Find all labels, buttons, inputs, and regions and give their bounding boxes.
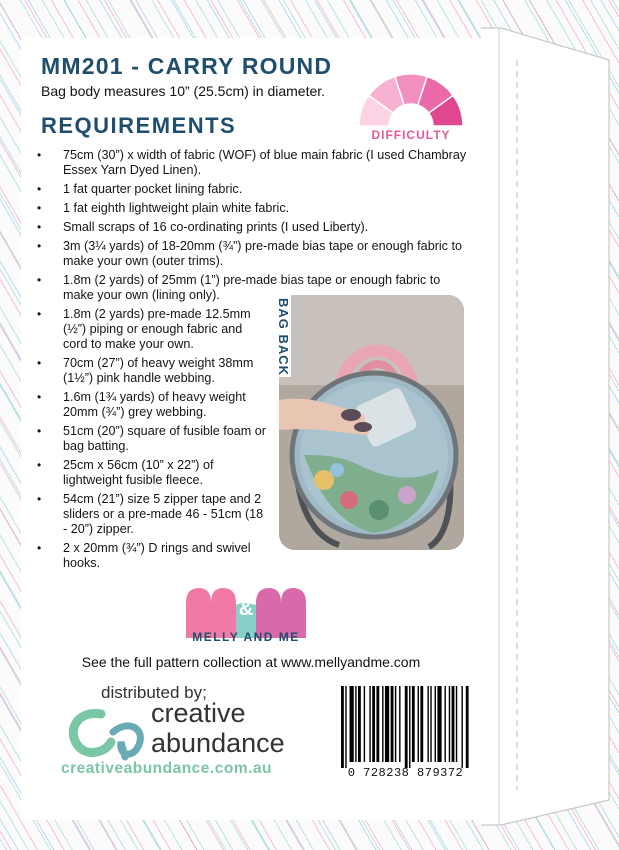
barcode-bar bbox=[372, 686, 375, 762]
list-item: • 1.6m (1¾ yards) of heavy weight 20mm (¾”) grey webbing. bbox=[21, 390, 268, 420]
barcode-bar bbox=[435, 686, 436, 762]
barcode-bar bbox=[466, 686, 469, 768]
barcode-number: 0 728238 879372 bbox=[347, 766, 464, 780]
barcode-bar bbox=[456, 686, 457, 762]
barcode-bar bbox=[427, 686, 428, 762]
svg-text:&: & bbox=[238, 598, 254, 620]
creative-abundance-url: creativeabundance.com.au bbox=[61, 760, 272, 777]
requirements-heading: REQUIREMENTS bbox=[41, 113, 237, 138]
barcode-bar bbox=[355, 686, 356, 762]
list-item: • 2 x 20mm (¾”) D rings and swivel hooks. bbox=[21, 541, 268, 571]
barcode-bar bbox=[364, 686, 365, 762]
barcode-bar bbox=[350, 686, 354, 762]
list-item: • 51cm (20”) square of fusible foam or bag batting. bbox=[21, 424, 268, 454]
barcode-bar bbox=[430, 686, 431, 762]
barcode-bar bbox=[461, 686, 462, 768]
envelope-outline bbox=[481, 20, 619, 830]
list-item: • 70cm (27”) of heavy weight 38mm (1½”) pink handle webbing. bbox=[21, 356, 268, 386]
barcode-bar bbox=[420, 686, 423, 762]
list-item: • 1.8m (2 yards) pre-made 12.5mm (½”) piping or enough fabric and cord to make your own. bbox=[21, 307, 268, 352]
distributed-by-label: distributed by; bbox=[101, 683, 207, 702]
pattern-title: MM201 - CARRY ROUND bbox=[41, 53, 333, 79]
list-item: • 75cm (30”) x width of fabric (WOF) of blue main fabric (I used Chambray Essex Yarn Dyed Linen). bbox=[21, 148, 471, 178]
list-item: • 1 fat eighth lightweight plain white fabric. bbox=[21, 201, 471, 216]
barcode-bar bbox=[391, 686, 394, 762]
barcode-bar bbox=[385, 686, 389, 762]
barcode-bar bbox=[399, 686, 400, 762]
list-item: • 25cm x 56cm (10” x 22”) of lightweight fusible fleece. bbox=[21, 458, 268, 488]
list-item: • 3m (3¼ yards) of 18-20mm (¾”) pre-made bias tape or enough fabric to make your own (outer trims). bbox=[21, 239, 471, 269]
melly-and-me-name: MELLY AND ME bbox=[192, 630, 300, 644]
bag-back-label: BAG BACK bbox=[267, 293, 291, 377]
barcode-bar bbox=[418, 686, 419, 762]
bag-size-subtitle: Bag body measures 10” (25.5cm) in diameter. bbox=[41, 83, 326, 99]
barcode-bar bbox=[449, 686, 450, 762]
difficulty-gauge bbox=[356, 68, 466, 148]
barcode-bar bbox=[358, 686, 361, 762]
barcode-bar bbox=[341, 686, 344, 768]
barcode-bar bbox=[405, 686, 408, 768]
barcode-bar bbox=[345, 686, 346, 768]
pattern-card bbox=[21, 38, 481, 820]
barcode-bar bbox=[409, 686, 410, 768]
creative-abundance-logo-icon bbox=[61, 702, 151, 762]
barcode-bar bbox=[437, 686, 441, 762]
barcode-bar bbox=[452, 686, 455, 762]
bag-photo bbox=[279, 295, 464, 550]
barcode-bar bbox=[382, 686, 383, 762]
barcode-bar bbox=[369, 686, 370, 762]
list-item: • 1 fat quarter pocket lining fabric. bbox=[21, 182, 471, 197]
difficulty-fan-icon bbox=[356, 68, 466, 130]
creative-abundance-name-line2: abundance bbox=[151, 728, 285, 758]
barcode-bar bbox=[444, 686, 445, 762]
collection-link-text: See the full pattern collection at www.mellyandme.com bbox=[81, 654, 421, 670]
barcode-bar bbox=[395, 686, 396, 762]
list-item: • Small scraps of 16 co-ordinating prints (I used Liberty). bbox=[21, 220, 471, 235]
difficulty-label: DIFFICULTY bbox=[371, 128, 451, 142]
barcode-bar bbox=[412, 686, 415, 762]
list-item: • 1.8m (2 yards) of 25mm (1”) pre-made bias tape or enough fabric to make your own (lining only). bbox=[21, 273, 471, 303]
barcode-bar bbox=[376, 686, 379, 762]
bag-illustration bbox=[279, 295, 464, 550]
creative-abundance-name-line1: creative bbox=[151, 698, 246, 728]
list-item: • 54cm (21”) size 5 zipper tape and 2 sliders or a pre-made 46 - 51cm (18 - 20”) zipper. bbox=[21, 492, 268, 537]
